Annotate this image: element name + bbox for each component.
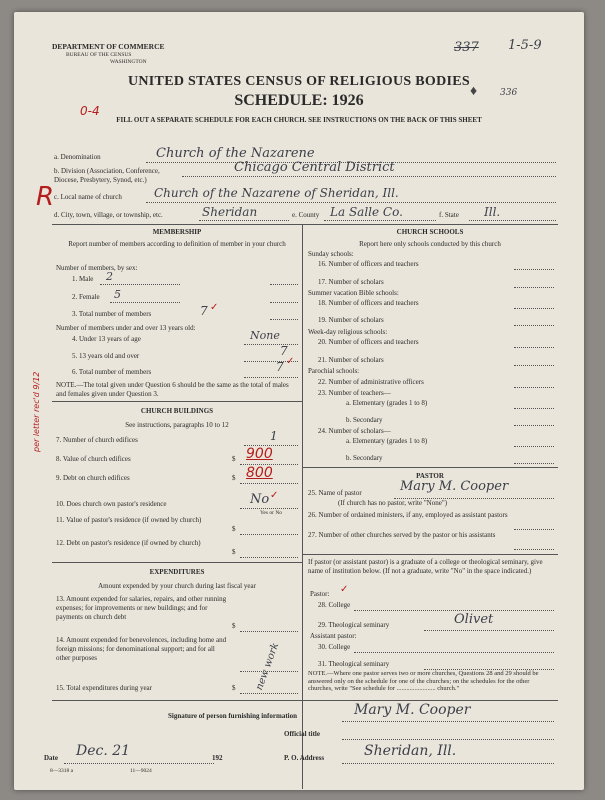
pastor-note: NOTE.—Where one pastor serves two or more churches, Questions 28 and 29 should be answered only on the schedule for one of the churches; on the schedules for the other churches, write "See schedule for ........................ church." xyxy=(308,670,539,692)
pastor-check-mark: ✓ xyxy=(340,584,349,595)
schools-heading: CHURCH SCHOOLS xyxy=(396,228,464,236)
red-code: 0-4 xyxy=(80,104,100,118)
q24b-label: b. Secondary xyxy=(346,454,383,462)
membership-note: NOTE.—The total given under Question 6 should be the same as the total of males and females given under Question 3. xyxy=(56,381,289,398)
stamp-number: 336 xyxy=(500,88,518,98)
q1-line xyxy=(100,284,180,285)
q9-value: 800 xyxy=(246,465,273,481)
q31-label: 31. Theological seminary xyxy=(318,660,390,668)
q17-label: 17. Number of scholars xyxy=(318,278,384,286)
summer-label: Summer vacation Bible schools: xyxy=(308,289,399,297)
bureau-label: BUREAU OF THE CENSUS xyxy=(66,52,132,58)
signature-label: Signature of person furnishing information xyxy=(168,712,297,720)
q13-label: 13. Amount expended for salaries, repairs, and other running expenses; for improvements or new buildings; and for payments on church debt xyxy=(56,595,227,621)
q4-label: 4. Under 13 years of age xyxy=(72,335,141,343)
form-title: UNITED STATES CENSUS OF RELIGIOUS BODIES xyxy=(127,74,470,89)
denomination-value: Church of the Nazarene xyxy=(156,146,315,161)
signature-line xyxy=(342,721,554,722)
date-label: Date xyxy=(44,754,58,762)
section-top-rule xyxy=(52,224,558,225)
q15-label: 15. Total expenditures during year xyxy=(56,684,152,692)
sunday-label: Sunday schools: xyxy=(308,250,354,258)
city-value: Sheridan xyxy=(202,205,258,219)
q25-value: Mary M. Cooper xyxy=(400,479,509,494)
q7-label: 7. Number of church edifices xyxy=(56,436,138,444)
state-label: f. State xyxy=(439,211,459,219)
q24a-label: a. Elementary (grades 1 to 8) xyxy=(346,437,428,445)
q11-dollar: $ xyxy=(232,525,236,533)
q3-value: 7 xyxy=(200,304,208,318)
q20-label: 20. Number of officers and teachers xyxy=(318,338,419,346)
county-label: e. County xyxy=(292,211,320,219)
corner-number: 337 xyxy=(454,40,479,55)
q16-label: 16. Number of officers and teachers xyxy=(318,260,419,268)
q4-value: None xyxy=(250,329,280,342)
city-field-label: d. City, town, village, or township, etc. xyxy=(54,211,163,219)
q26-label: 26. Number of ordained ministers, if any, employed as assistant pastors xyxy=(308,511,508,519)
form-code-2: 11—9024 xyxy=(130,768,152,774)
q21-answer-line xyxy=(514,365,554,366)
red-r-mark: R xyxy=(36,182,55,212)
q9-answer-line xyxy=(240,483,298,484)
members-by-sex-label: Number of members, by sex: xyxy=(56,264,138,272)
q23b-answer-line xyxy=(514,425,554,426)
q3-label: 3. Total number of members xyxy=(72,310,152,318)
membership-heading: MEMBERSHIP xyxy=(152,228,202,236)
buildings-heading: CHURCH BUILDINGS xyxy=(140,407,214,415)
q2-answer-line xyxy=(270,302,298,303)
county-value: La Salle Co. xyxy=(330,205,403,219)
q12-label: 12. Debt on pastor's residence (if owned by church) xyxy=(56,539,201,547)
county-line xyxy=(324,220,436,221)
q28-answer-line xyxy=(354,610,554,611)
membership-bottom-rule xyxy=(52,401,302,402)
q12-answer-line xyxy=(240,557,298,558)
q11-answer-line xyxy=(240,534,298,535)
q9-dollar: $ xyxy=(232,474,236,482)
schools-intro: Report here only schools conducted by this church xyxy=(359,240,501,248)
q23a-label: a. Elementary (grades 1 to 8) xyxy=(346,399,428,407)
q22-label: 22. Number of administrative officers xyxy=(318,378,424,386)
q10-check-mark: ✓ xyxy=(270,490,279,501)
q13-dollar: $ xyxy=(232,622,236,630)
date-line xyxy=(64,763,214,764)
local-name-label: c. Local name of church xyxy=(54,193,122,201)
q4-answer-line xyxy=(244,344,298,345)
q18-answer-line xyxy=(514,308,554,309)
q1-answer-line xyxy=(270,284,298,285)
q6-answer-line xyxy=(244,377,298,378)
q6-check-mark: ✓ xyxy=(286,356,295,367)
q29-label: 29. Theological seminary xyxy=(318,621,390,629)
buildings-bottom-rule xyxy=(52,562,302,563)
q25-note: (If church has no pastor, write "None") xyxy=(338,499,448,507)
q27-answer-line xyxy=(514,549,554,550)
q27-label: 27. Number of other churches served by the pastor or his assistants xyxy=(308,531,496,539)
pastor-sublabel: Pastor: xyxy=(310,590,330,598)
census-schedule-sheet xyxy=(14,12,584,790)
q24b-answer-line xyxy=(514,463,554,464)
q15-dollar: $ xyxy=(232,684,236,692)
q24-label: 24. Number of scholars— xyxy=(318,427,391,435)
pastor-heading: PASTOR xyxy=(416,472,444,480)
q8-dollar: $ xyxy=(232,455,236,463)
q8-label: 8. Value of church edifices xyxy=(56,455,131,463)
state-value: Ill. xyxy=(484,205,501,219)
official-title-label: Official title xyxy=(284,730,320,738)
q14-answer-line xyxy=(240,671,298,672)
yes-no-hint: Yes or No xyxy=(260,510,283,516)
q2-value: 5 xyxy=(114,288,121,301)
side-note: per letter rec'd 9/12 xyxy=(32,371,41,452)
q1-label: 1. Male xyxy=(72,275,94,283)
q16-answer-line xyxy=(514,269,554,270)
q10-answer-line xyxy=(240,508,298,509)
local-name-line xyxy=(146,202,556,203)
q2-line xyxy=(110,302,180,303)
q3-check-mark: ✓ xyxy=(210,302,219,313)
signature-value: Mary M. Cooper xyxy=(354,702,471,718)
column-divider xyxy=(302,224,303,789)
q5-value: 7 xyxy=(280,344,288,358)
form-code: 8—3318 a xyxy=(50,768,74,774)
weekday-label: Week-day religious schools: xyxy=(308,328,388,336)
q6-value: 7 xyxy=(276,360,284,374)
q19-label: 19. Number of scholars xyxy=(318,316,384,324)
q1-value: 2 xyxy=(106,270,113,283)
q28-label: 28. College xyxy=(318,601,351,609)
q10-value: No xyxy=(250,492,270,507)
q30-answer-line xyxy=(354,652,554,653)
q23b-label: b. Secondary xyxy=(346,416,383,424)
local-name-value: Church of the Nazarene of Sheridan, Ill. xyxy=(154,186,399,200)
q29-answer-line xyxy=(424,630,554,631)
assistant-sublabel: Assistant pastor: xyxy=(310,632,357,640)
q23a-answer-line xyxy=(514,408,554,409)
signature-top-rule xyxy=(52,700,558,701)
q5-label: 5. 13 years old and over xyxy=(72,352,140,360)
graduate-note: If pastor (or assistant pastor) is a graduate of a college or theological seminary, give name of institution below. (If not a graduate, write "No" in the space indicated.) xyxy=(308,558,543,575)
state-line xyxy=(469,220,556,221)
denomination-label: a. Denomination xyxy=(54,153,101,161)
q17-answer-line xyxy=(514,287,554,288)
q25-label: 25. Name of pastor xyxy=(308,489,362,497)
schedule-title: SCHEDULE: 1926 xyxy=(234,92,364,109)
q2-label: 2. Female xyxy=(72,293,100,301)
division-line xyxy=(182,176,556,177)
age-intro: Number of members under and over 13 years old: xyxy=(56,324,196,332)
q7-value: 1 xyxy=(270,429,278,443)
q12-dollar: $ xyxy=(232,548,236,556)
q21-label: 21. Number of scholars xyxy=(318,356,384,364)
form-instructions: FILL OUT A SEPARATE SCHEDULE FOR EACH CHURCH. SEE INSTRUCTIONS ON THE BACK OF THIS SHEET xyxy=(116,116,482,124)
clip-mark: ♦ xyxy=(470,84,478,99)
city-label: WASHINGTON xyxy=(110,59,147,65)
q18-label: 18. Number of officers and teachers xyxy=(318,299,419,307)
official-title-line xyxy=(342,739,554,740)
expenditures-sub: Amount expended by your church during last fiscal year xyxy=(98,582,256,590)
parochial-label: Parochial schools: xyxy=(308,367,360,375)
po-address-line xyxy=(342,763,554,764)
schools-bottom-rule xyxy=(302,467,558,468)
membership-intro: Report number of members according to definition of member in your church xyxy=(68,240,286,248)
city-line xyxy=(199,220,289,221)
q9-label: 9. Debt on church edifices xyxy=(56,474,130,482)
q19-answer-line xyxy=(514,325,554,326)
department-label: DEPARTMENT OF COMMERCE xyxy=(52,42,165,51)
date-value: Dec. 21 xyxy=(76,743,131,759)
q22-answer-line xyxy=(514,387,554,388)
q29-value: Olivet xyxy=(454,612,494,627)
division-label: b. Division (Association, Conference, Diocese, Presbytery, Synod, etc.) xyxy=(54,167,160,184)
q15-answer-line xyxy=(240,693,298,694)
q30-label: 30. College xyxy=(318,643,351,651)
po-address-label: P. O. Address xyxy=(284,754,325,762)
division-value: Chicago Central District xyxy=(234,160,395,175)
q20-answer-line xyxy=(514,347,554,348)
po-address-value: Sheridan, Ill. xyxy=(364,743,457,759)
q11-label: 11. Value of pastor's residence (if owned by church) xyxy=(56,516,202,524)
year-label: 192 xyxy=(212,754,223,762)
q3-answer-line xyxy=(270,319,298,320)
q6-label: 6. Total number of members xyxy=(72,368,152,376)
q23-label: 23. Number of teachers— xyxy=(318,389,391,397)
buildings-sub: See instructions, paragraphs 10 to 12 xyxy=(125,421,229,429)
pastor-mid-rule xyxy=(302,554,558,555)
q13-answer-line xyxy=(240,631,298,632)
q26-answer-line xyxy=(514,529,554,530)
q8-value: 900 xyxy=(246,446,273,462)
corner-date: 1-5-9 xyxy=(508,38,542,53)
q14-label: 14. Amount expended for benevolences, including home and foreign missions; for denominational support; and for all other purposes xyxy=(56,636,227,662)
new-work-note: new work xyxy=(254,641,282,692)
q24a-answer-line xyxy=(514,446,554,447)
q10-label: 10. Does church own pastor's residence xyxy=(56,500,167,508)
expenditures-heading: EXPENDITURES xyxy=(149,568,205,576)
